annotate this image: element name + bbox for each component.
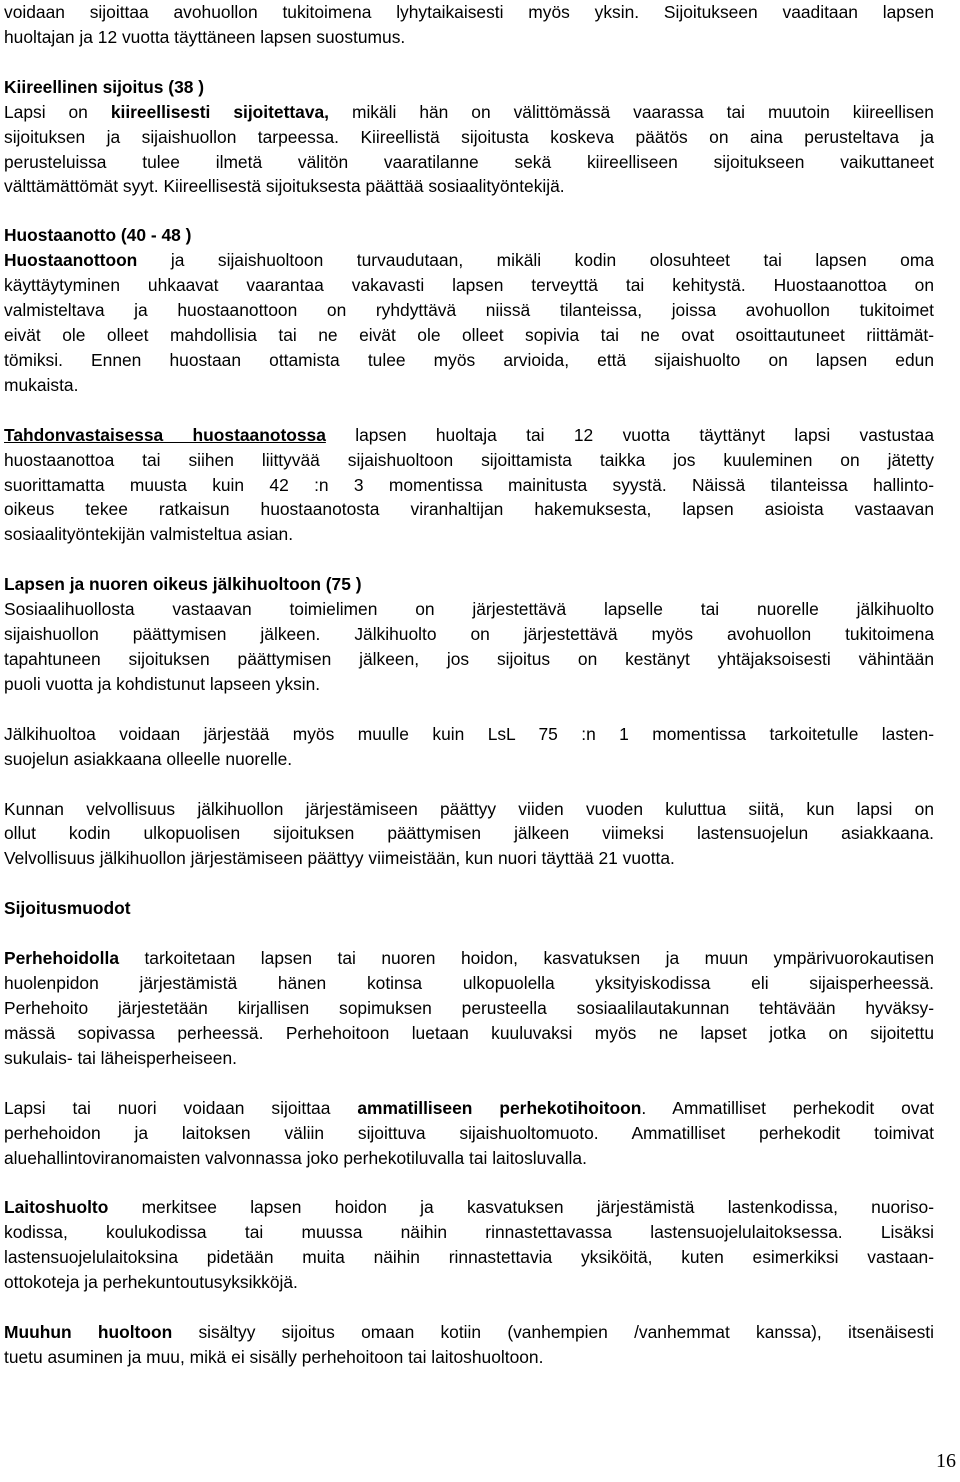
underlined-term: Tahdonvastaisessa huostaanotossa xyxy=(4,424,326,445)
text-line: suorittamatta muusta kuin 42 :n 3 momentissa mainitusta syystä. Näissä tilanteissa hallinto- xyxy=(4,474,934,495)
text-line: voidaan sijoittaa avohuollon tukitoimena lyhytaikaisesti myös yksin. Sijoitukseen vaaditaan lapsen xyxy=(4,2,934,22)
text-line xyxy=(4,1195,934,1220)
text-run: mikäli hän on välittömässä vaarassa tai muutoin kiireellisen xyxy=(329,101,934,122)
text-run: ja sijaishuoltoon turvaudutaan, mikäli kodin olosuhteet tai lapsen oma xyxy=(137,250,934,271)
text-line: aluehallintoviranomaisten valvonnassa joko perhekotiluvalla tai laitosluvalla. xyxy=(4,1147,587,1168)
text-line: mukaista. xyxy=(4,374,79,395)
bold-term: Huostaanottoon xyxy=(4,250,138,271)
section-heading-jalkihuolto: Lapsen ja nuoren oikeus jälkihuoltoon (75 ) xyxy=(4,574,362,595)
text-line: Velvollisuus jälkihuollon järjestämiseen päättyy viimeistään, kun nuori täyttää 21 vuotta. xyxy=(4,848,675,869)
bold-term: ammatilliseen perhekotihoitoon xyxy=(357,1097,642,1118)
text-line: eivät ole olleet mahdollisia tai ne eivät ole olleet sopivia tai ne ovat osoittautuneet riittämät- xyxy=(4,324,934,345)
bold-term: kiireellisesti sijoitettava, xyxy=(110,101,330,122)
text-line: valmisteltava ja huostaanottoon on ryhdyttävä niissä tilanteissa, joissa avohuollon tukitoimet xyxy=(4,300,934,321)
bold-term: Muuhun huoltoon xyxy=(4,1322,173,1343)
text-run: merkitsee lapsen hoidon ja kasvatuksen järjestämistä lastenkodissa, nuoriso- xyxy=(108,1197,934,1218)
bold-term: Laitoshuolto xyxy=(4,1197,109,1218)
text-line: Kunnan velvollisuus jälkihuollon järjestämiseen päättyy viiden vuoden kuluttua siitä, kun lapsi on xyxy=(4,798,934,819)
text-line: käyttäytyminen uhkaavat vaarantaa vakavasti lapsen terveyttä tai kehitystä. Huostaanottoa on xyxy=(4,275,934,296)
text-line: sosiaalityöntekijän valmisteltua asian. xyxy=(4,524,294,545)
text-line: perhehoidon ja laitoksen väliin sijoittuva sijaishuoltomuoto. Ammatilliset perhekodit toimivat xyxy=(4,1122,934,1143)
page-number: 16 xyxy=(936,1450,956,1472)
text-run: Lapsi on xyxy=(4,101,111,122)
text-line xyxy=(4,248,934,273)
text-run: Lapsi tai nuori voidaan sijoittaa xyxy=(4,1097,358,1118)
text-line: lastensuojelulaitoksina pidetään muita näihin rinnastettavia yksiköitä, kuten esimerkiksi vastaan- xyxy=(4,1247,934,1268)
text-line: tapahtuneen sijoituksen päättymisen jälkeen, jos sijoitus on kestänyt yhtäjaksoisesti vähintään xyxy=(4,648,934,669)
text-run: lapsen huoltaja tai 12 vuotta täyttänyt lapsi vastustaa xyxy=(325,424,934,445)
text-line: tuetu asuminen ja muu, mikä ei sisälly perhehoitoon tai laitoshuoltoon. xyxy=(4,1346,544,1367)
text-line: Perhehoito järjestetään kirjallisen sopimuksen perusteella sosiaalilautakunnan tehtävään hyväksy- xyxy=(4,998,934,1018)
text-line xyxy=(4,100,934,125)
text-line: huostaanottoa tai siihen liittyvää sijaishuoltoon sijoittamista taikka jos kuuleminen on jätetty xyxy=(4,449,934,470)
text-line: kodissa, koulukodissa tai muussa näihin rinnastettavassa lastensuojelulaitoksessa. Lisäksi xyxy=(4,1222,934,1243)
section-heading-kiireellinen: Kiireellinen sijoitus (38 ) xyxy=(4,76,205,97)
text-line: mässä sopivassa perheessä. Perhehoitoon luetaan kuuluvaksi myös ne lapset jotka on sijoitettu xyxy=(4,1022,934,1043)
text-line: Sosiaalihuollosta vastaavan toimielimen on järjestettävä lapselle tai nuorelle jälkihuolto xyxy=(4,599,934,620)
text-line: tömiksi. Ennen huostaan ottamista tulee myös arvioida, että sijaishuolto on lapsen edun xyxy=(4,349,934,370)
text-run: . Ammatilliset perhekodit ovat xyxy=(641,1097,934,1118)
text-run: sisältyy sijoitus omaan kotiin (vanhempien /vanhemmat kanssa), itsenäisesti xyxy=(172,1322,935,1343)
text-line: ottokoteja ja perhekuntoutusyksikköjä. xyxy=(4,1272,298,1293)
text-line: suojelun asiakkaana olleelle nuorelle. xyxy=(4,748,293,769)
text-line: sijaishuollon päättymisen jälkeen. Jälkihuolto on järjestettävä myös avohuollon tukitoimena xyxy=(4,624,934,645)
text-line: huoltajan ja 12 vuotta täyttäneen lapsen suostumus. xyxy=(4,26,406,47)
text-line: Jälkihuoltoa voidaan järjestää myös muulle kuin LsL 75 :n 1 momentissa tarkoitetulle lasten- xyxy=(4,723,934,744)
text-line: puoli vuotta ja kohdistunut lapseen yksin. xyxy=(4,673,321,694)
text-line xyxy=(4,1320,934,1345)
text-line: sijoituksen ja sijaishuollon tarpeessa. Kiireellistä sijoitusta koskeva päätös on aina perusteltava ja xyxy=(4,126,934,147)
section-heading-huostaanotto: Huostaanotto (40 - 48 ) xyxy=(4,225,192,246)
text-line: oikeus tekee ratkaisun huostaanotosta viranhaltijan hakemuksesta, lapsen asioista vastaavan xyxy=(4,499,934,520)
text-run: tarkoitetaan lapsen tai nuoren hoidon, kasvatuksen ja muun ympärivuorokautisen xyxy=(119,948,934,969)
text-line: välttämättömät syyt. Kiireellisestä sijoituksesta päättää sosiaalityöntekijä. xyxy=(4,176,565,197)
text-line: perusteluissa tulee ilmetä välitön vaaratilanne sekä kiireelliseen sijoitukseen vaikuttaneet xyxy=(4,151,934,172)
text-line: sukulais- tai läheisperheiseen. xyxy=(4,1047,237,1068)
text-line: ollut kodin ulkopuolisen sijoituksen päättymisen jälkeen viimeksi lastensuojelun asiakkaana. xyxy=(4,823,934,844)
text-line: huolenpidon järjestämistä hänen kotinsa ulkopuolella yksityiskodissa eli sijaisperheessä. xyxy=(4,973,934,994)
text-line xyxy=(4,1096,934,1121)
text-line xyxy=(4,946,934,971)
document-page xyxy=(4,0,934,1370)
text-line xyxy=(4,423,934,448)
section-heading-sijoitusmuodot: Sijoitusmuodot xyxy=(4,898,131,919)
bold-term: Perhehoidolla xyxy=(4,948,119,969)
